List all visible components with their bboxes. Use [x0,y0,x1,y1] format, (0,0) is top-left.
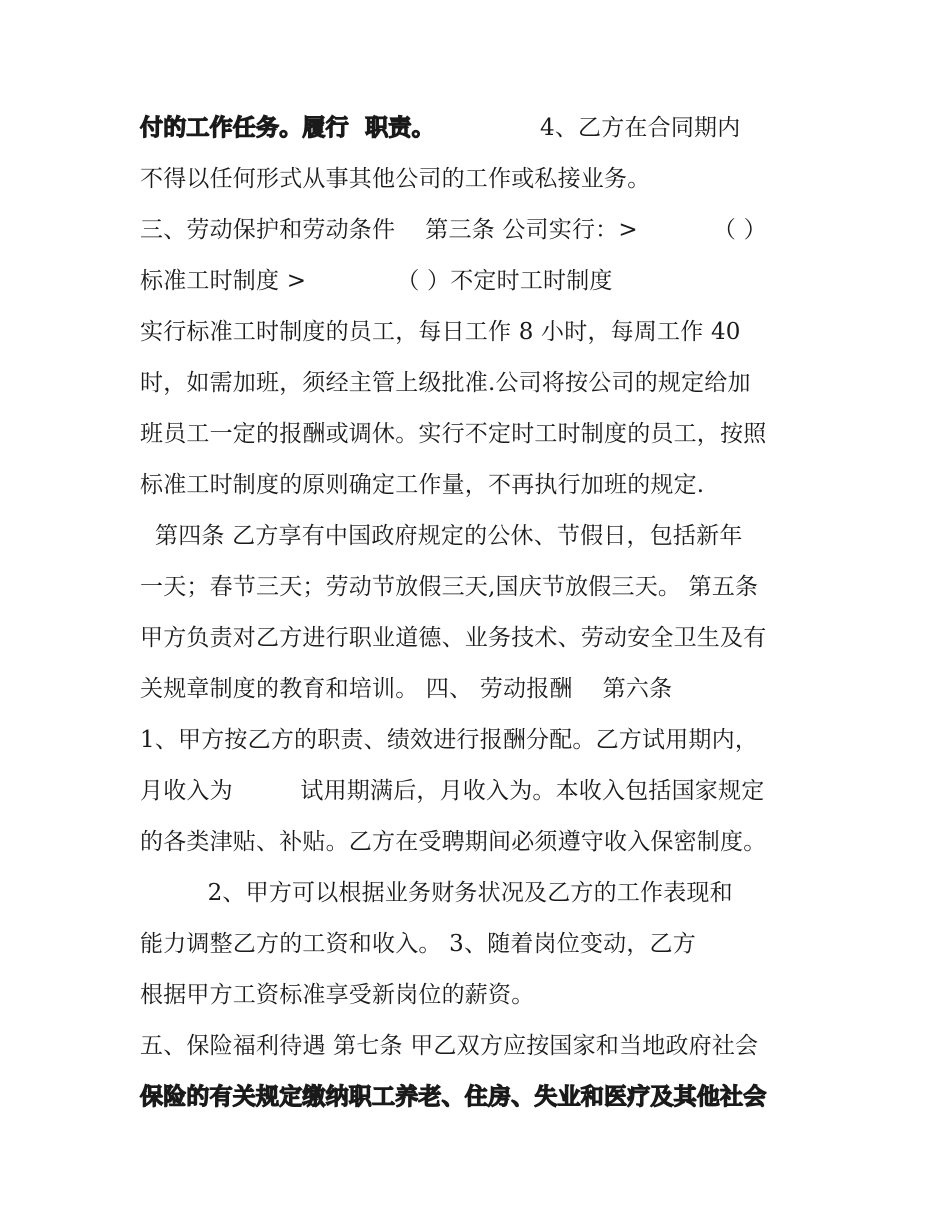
text-line-13: 1、甲方按乙方的职责、绩效进行报酬分配。乙方试用期内， [140,727,759,753]
text-line-7: 班员工一定的报酬或调休。实行不定时工时制度的员工，按照 [140,421,767,447]
text-line-8: 标准工时制度的原则确定工作量，不再执行加班的规定. [140,472,705,498]
text-line-15: 的各类津贴、补贴。乙方在受聘期间必须遵守收入保密制度。 [140,829,767,855]
outlined-text: 保险的有关规定缴纳职工养老、住房、失业和医疗及其他社会 [140,1084,767,1110]
text-line-11: 甲方负责对乙方进行职业道德、业务技术、劳动安全卫生及有 [140,625,767,651]
text-line-14: 月收入为 试用期满后，月收入为。本收入包括国家规定 [140,778,765,804]
text-line-2: 不得以任何形式从事其他公司的工作或私接业务。 [140,166,651,192]
text-line-6: 时，如需加班，须经主管上级批准.公司将按公司的规定给加 [140,370,751,396]
text-line-19: 五、保险福利待遇 第七条 甲乙双方应按国家和当地政府社会 [140,1033,759,1059]
text-line-3: 三、劳动保护和劳动条件 第三条 公司实行：> （ ） [140,217,767,243]
text-line-4: 标准工时制度 > （ ）不定时工时制度 [140,268,613,294]
text-line-16: 2、甲方可以根据业务财务状况及乙方的工作表现和 [140,880,733,906]
text-line-12: 关规章制度的教育和培训。 四、 劳动报酬 第六条 [140,676,673,702]
text-line-20 [140,1082,820,1112]
text-line-5: 实行标准工时制度的员工，每日工作 8 小时，每周工作 40 [140,319,749,345]
text-line-9: 第四条 乙方享有中国政府规定的公休、节假日，包括新年 [140,523,743,549]
text-line-1 [140,113,820,143]
text-line-18: 根据甲方工资标准享受新岗位的薪资。 [140,982,535,1008]
outlined-text: 付的工作任务。履行 职责。 [140,115,435,141]
text-line-10: 一天；春节三天；劳动节放假三天,国庆节放假三天。 第五条 [140,574,759,600]
text-line-17: 能力调整乙方的工资和收入。 3、随着岗位变动，乙方 [140,931,696,957]
text-segment: 4、乙方在合同期内 [434,115,741,141]
